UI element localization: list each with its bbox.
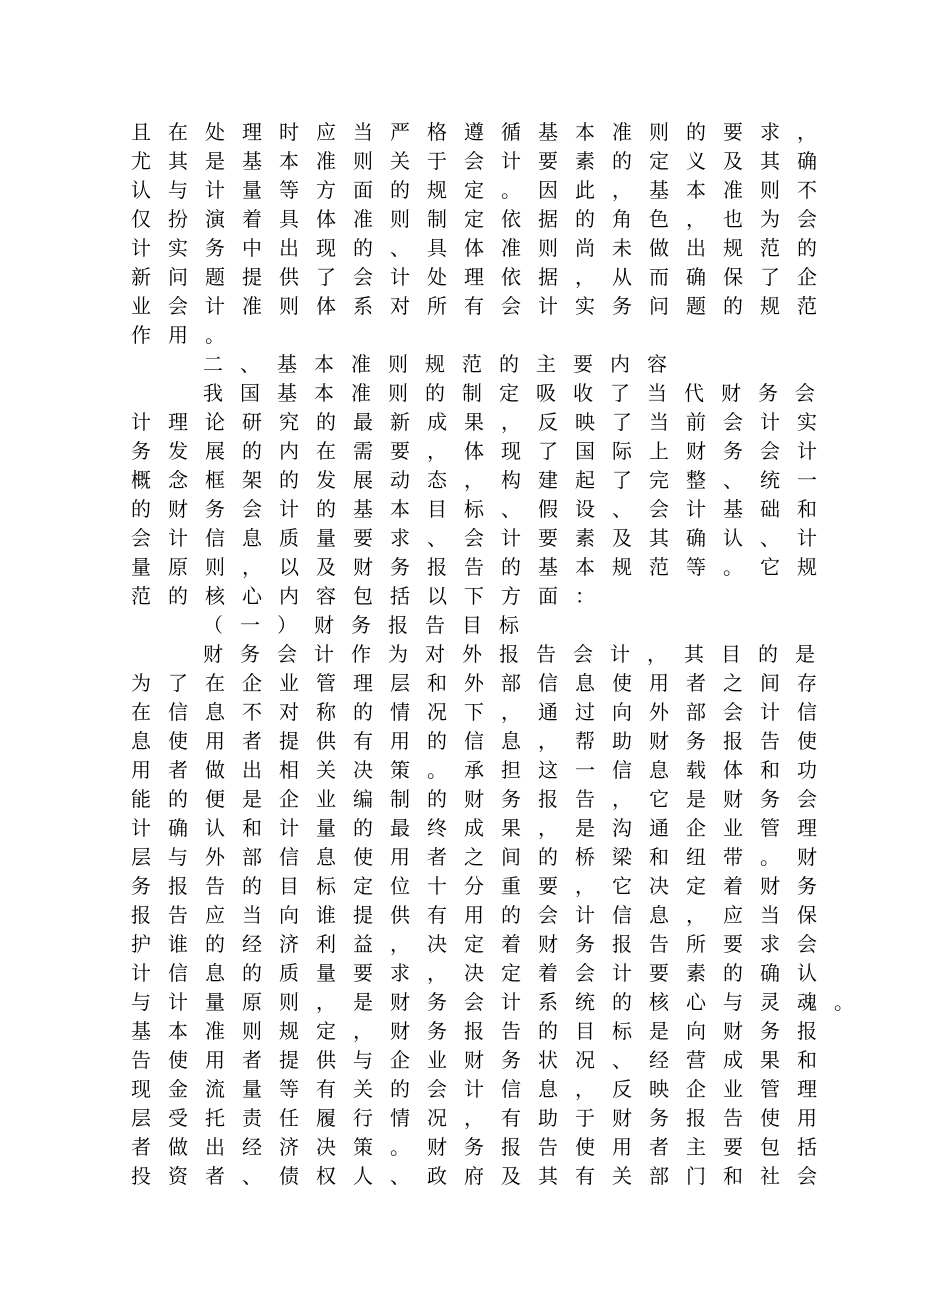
text-line: 业会计准则体系对所有会计实务问题的规范 (131, 294, 834, 318)
text-line: 范的核心内容包括以下方面： (131, 584, 612, 608)
text-line: 的财务会计的基本目标、假设、会计基础和 (131, 497, 834, 521)
text-line: 认与计量等方面的规定。因此，基本准则不 (131, 178, 834, 202)
text-line: 能的便是企业编制的财务报告，它是财务会 (131, 787, 834, 811)
text-line: 投资者、债权人、政府及其有关部门和社会 (131, 1164, 834, 1188)
text-line: 者做出经济决策。财务报告使用者主要包括 (131, 1135, 834, 1159)
text-line: 用者做出相关决策。承担这一信息载体和功 (131, 758, 834, 782)
text-line: 仅扮演着具体准则制定依据的角色，也为会 (131, 207, 834, 231)
text-line: 计理论研究的最新成果，反映了当前会计实 (131, 410, 834, 434)
text-line: 作用。 (131, 323, 242, 347)
text-line: 计信息的质量要求，决定着会计要素的确认 (131, 961, 834, 985)
text-line: 层与外部信息使用者之间的桥梁和纽带。财 (131, 845, 834, 869)
text-line: 会计信息质量要求、会计要素及其确认、计 (131, 526, 834, 550)
text-line: 新问题提供了会计处理依据，从而确保了企 (131, 265, 834, 289)
paragraph-start: 财务会计作为对外报告会计，其目的是 (203, 642, 832, 666)
text-line: 息使用者提供有用的信息，帮助财务报告使 (131, 729, 834, 753)
text-line: 报告应当向谁提供有用的会计信息，应当保 (131, 903, 834, 927)
text-line: 且在处理时应当严格遵循基本准则的要求， (131, 120, 834, 144)
subsection-heading: （一）财务报告目标 (203, 613, 536, 637)
text-line: 量原则，以及财务报告的基本规范等。它规 (131, 555, 834, 579)
text-line: 现金流量等有关的会计信息，反映企业管理 (131, 1077, 834, 1101)
text-line: 务报告的目标定位十分重要，它决定着财务 (131, 874, 834, 898)
text-line: 护谁的经济利益，决定着财务报告所要求会 (131, 932, 834, 956)
body-text (131, 118, 871, 1191)
text-line: 务发展的内在需要，体现了国际上财务会计 (131, 439, 834, 463)
text-line: 为了在企业管理层和外部信息使用者之间存 (131, 671, 834, 695)
text-line: 在信息不对称的情况下，通过向外部会计信 (131, 700, 834, 724)
text-line: 与计量原则，是财务会计系统的核心与灵魂。 (131, 990, 871, 1014)
text-line: 概念框架的发展动态，构建起了完整、统一 (131, 468, 834, 492)
paragraph-start: 我国基本准则的制定吸收了当代财务会 (203, 381, 832, 405)
text-line: 基本准则规定，财务报告的目标是向财务报 (131, 1019, 834, 1043)
section-heading: 二、基本准则规范的主要内容 (203, 352, 684, 376)
text-line: 计实务中出现的、具体准则尚未做出规范的 (131, 236, 834, 260)
text-line: 告使用者提供与企业财务状况、经营成果和 (131, 1048, 834, 1072)
text-line: 尤其是基本准则关于会计要素的定义及其确 (131, 149, 834, 173)
text-line: 层受托责任履行情况，有助于财务报告使用 (131, 1106, 834, 1130)
text-line: 计确认和计量的最终成果，是沟通企业管理 (131, 816, 834, 840)
